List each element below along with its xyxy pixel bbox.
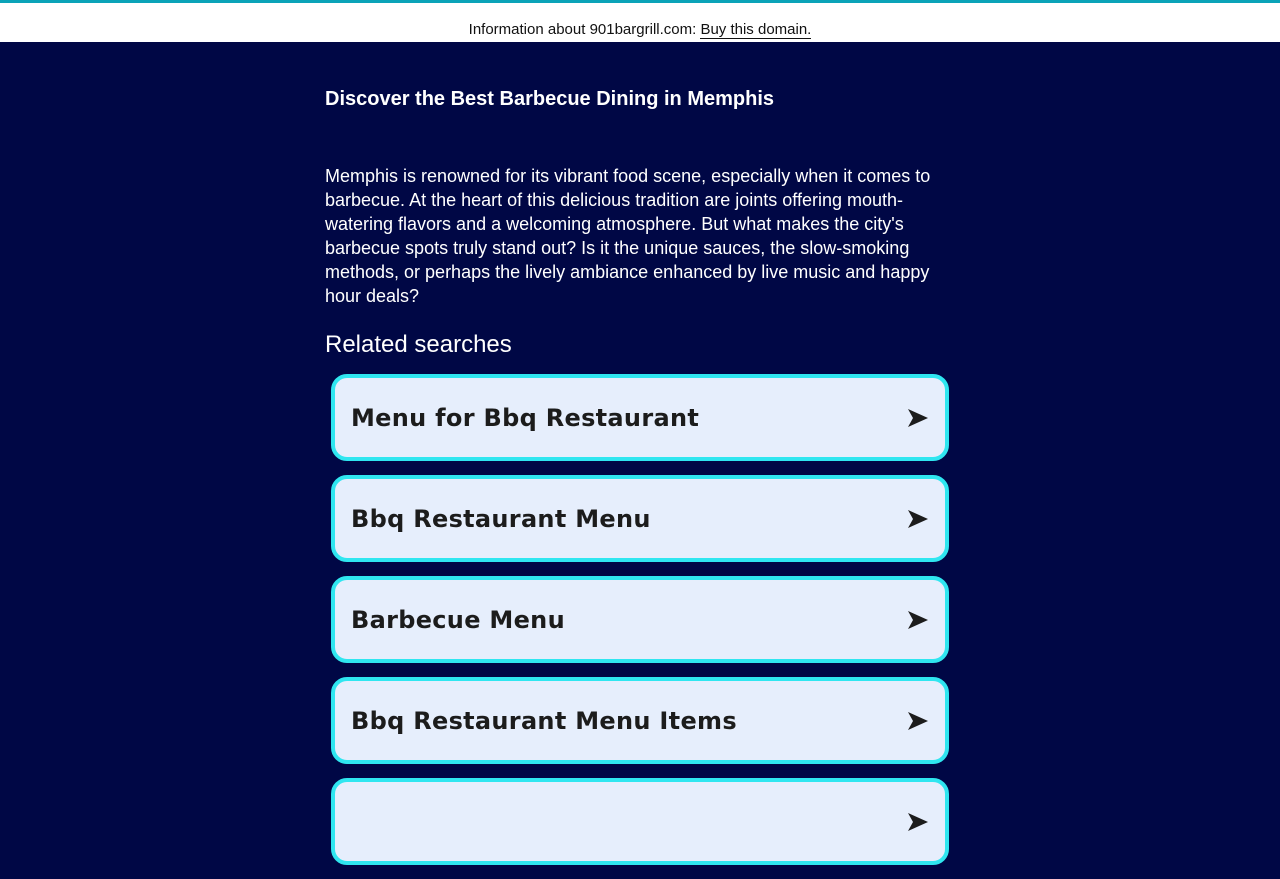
arrow-right-icon <box>907 609 929 631</box>
related-searches-title: Related searches <box>325 331 512 358</box>
related-search-item[interactable] <box>331 778 949 865</box>
related-search-item[interactable] <box>331 677 949 764</box>
arrow-right-icon <box>907 710 929 732</box>
related-search-label: Menu for Bbq Restaurant <box>351 403 700 432</box>
buy-domain-link[interactable]: Buy this domain. <box>700 21 812 38</box>
related-search-item[interactable] <box>331 475 949 562</box>
related-search-item[interactable] <box>331 374 949 461</box>
related-search-item[interactable] <box>331 576 949 663</box>
domain-info-text: Information about 901bargrill.com: <box>468 21 697 38</box>
intro-paragraph: Memphis is renowned for its vibrant food scene, especially when it comes to barbecue. At the heart of this delicious tradition are joints offering mouth-watering flavors and a welcoming atmosphere. But what makes the city's barbecue spots truly stand out? Is it the unique sauces, the slow-smoking methods, or perhaps the lively ambiance enhanced by live music and happy hour deals? <box>325 166 931 306</box>
related-search-label: Bbq Restaurant Menu Items <box>351 706 737 735</box>
page-headline: Discover the Best Barbecue Dining in Memphis <box>325 88 774 110</box>
related-search-label: Bbq Restaurant Menu <box>351 504 651 533</box>
related-searches-list <box>331 374 949 879</box>
related-search-label: Barbecue Menu <box>351 605 565 634</box>
arrow-right-icon <box>907 811 929 833</box>
arrow-right-icon <box>907 407 929 429</box>
arrow-right-icon <box>907 508 929 530</box>
domain-info-bar <box>0 0 1280 42</box>
